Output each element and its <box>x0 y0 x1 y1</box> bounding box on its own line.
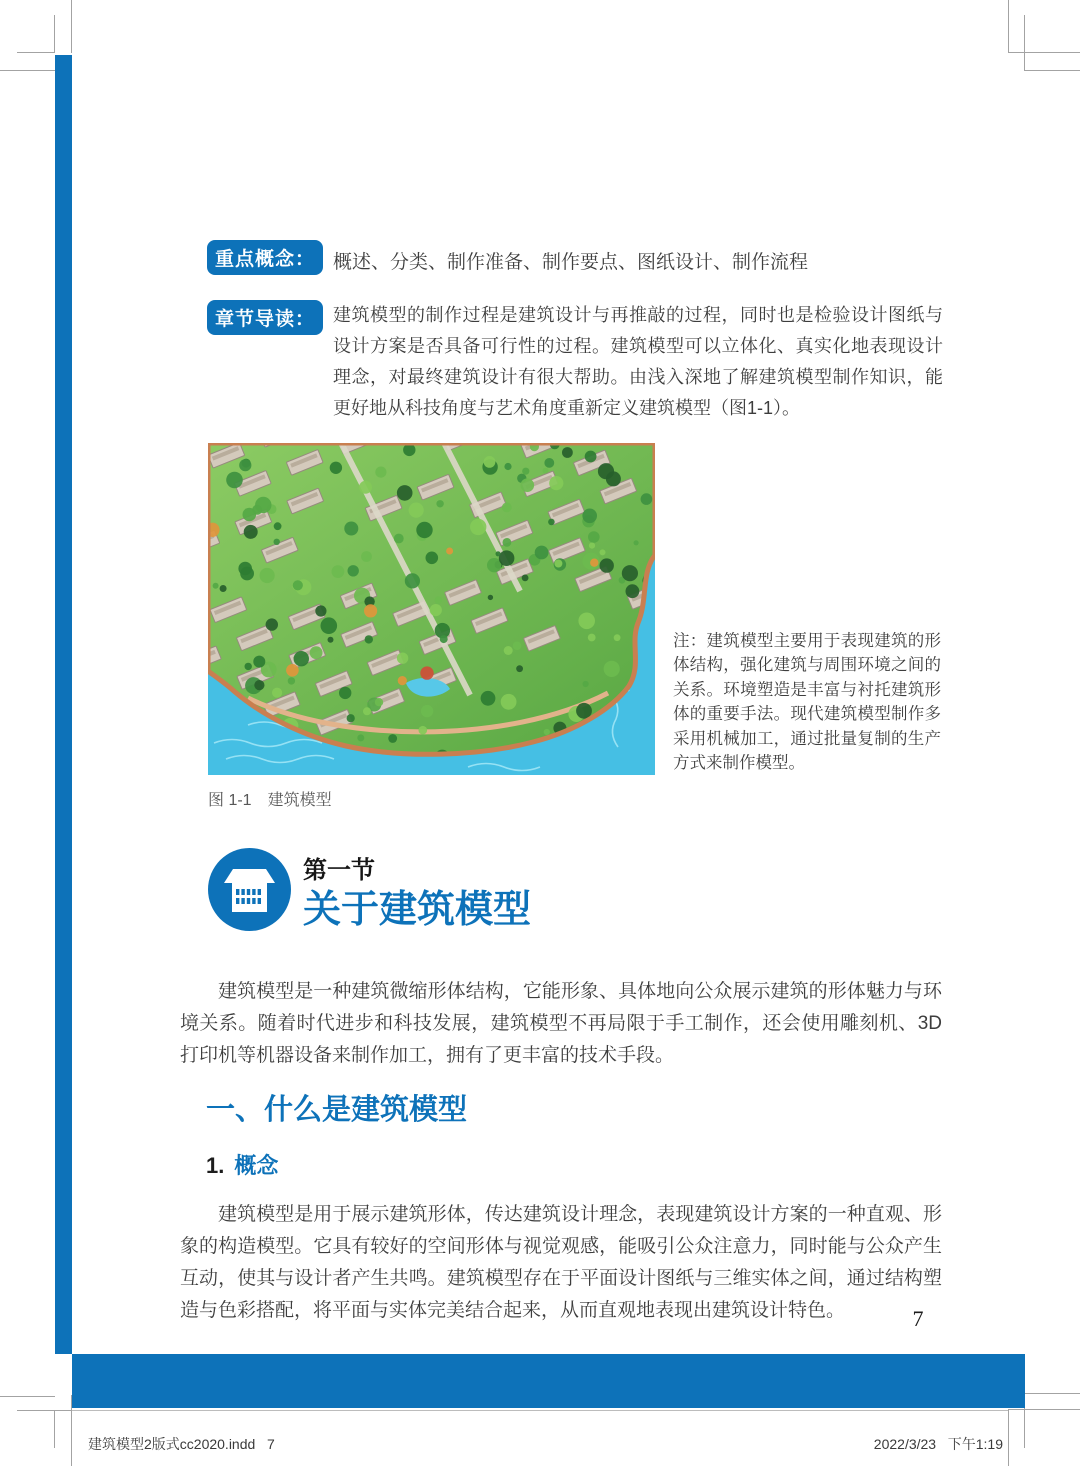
concept-paragraph: 建筑模型是用于展示建筑形体，传达建筑设计理念，表现建筑设计方案的一种直观、形象的构造模型。它具有较好的空间形体与视觉观感，能吸引公众注意力，同时能与公众产生互动，使其与设计者产生共鸣。建筑模型存在于平面设计图纸与三维实体之间，通过结构塑造与色彩搭配，将平面与实体完美结合起来，从而直观地表现出建筑设计特色。 <box>180 1204 942 1321</box>
section-title: 关于建筑模型 <box>303 889 532 931</box>
key-concepts-text: 概述、分类、制作准备、制作要点、图纸设计、制作流程 <box>333 252 809 273</box>
chapter-guide-label: 章节导读： <box>214 309 315 330</box>
key-concepts-label: 重点概念： <box>214 249 315 270</box>
figure-note: 注：建筑模型主要用于表现建筑的形体结构，强化建筑与周围环境之间的关系。环境塑造是丰富与衬托建筑形体的重要手法。现代建筑模型制作多采用机械加工，通过批量复制的生产方式来制作模型。 <box>673 632 941 773</box>
bottom-accent-bar <box>72 1354 1025 1408</box>
crop-mark <box>0 70 55 71</box>
figure-caption: 图 1-1 建筑模型 <box>208 792 332 809</box>
subheading-number: 1. <box>206 1153 225 1178</box>
figure-photo <box>208 443 655 775</box>
crop-mark <box>17 52 55 53</box>
page-bottom-edge <box>72 1410 1008 1411</box>
footer-filename: 建筑模型2版式cc2020.indd 7 <box>88 1436 275 1452</box>
building-icon <box>208 848 291 931</box>
subheading-label: 概念 <box>234 1153 279 1178</box>
crop-mark <box>54 1410 55 1448</box>
crop-mark <box>71 0 72 53</box>
crop-mark <box>1008 0 1009 53</box>
heading-what-is-model: 一、什么是建筑模型 <box>206 1094 468 1126</box>
crop-mark <box>1024 1393 1080 1394</box>
crop-mark <box>54 15 55 53</box>
footer-timestamp: 2022/3/23 下午1:19 <box>873 1436 1003 1452</box>
crop-mark <box>1024 15 1025 70</box>
left-accent-bar <box>55 55 72 1354</box>
crop-mark <box>0 1396 55 1397</box>
subheading-concept <box>206 1149 278 1180</box>
crop-mark <box>1024 70 1080 71</box>
page-number: 7 <box>912 1306 924 1331</box>
chapter-guide-badge <box>207 300 323 335</box>
section-kicker: 第一节 <box>303 857 375 884</box>
crop-mark <box>1008 1409 1009 1466</box>
crop-mark <box>17 1410 72 1411</box>
crop-mark <box>1008 52 1080 53</box>
crop-mark <box>1008 1409 1080 1410</box>
key-concepts-badge <box>207 240 323 275</box>
section-intro-paragraph: 建筑模型是一种建筑微缩形体结构，它能形象、具体地向公众展示建筑的形体魅力与环境关系。随着时代进步和科技发展，建筑模型不再局限于手工制作，还会使用雕刻机、3D 打印机等机器设备来制作加工，拥有了更丰富的技术手段。 <box>180 981 942 1066</box>
chapter-guide-text: 建筑模型的制作过程是建筑设计与再推敲的过程，同时也是检验设计图纸与设计方案是否具备可行性的过程。建筑模型可以立体化、真实化地表现设计理念，对最终建筑设计有很大帮助。由浅入深地了解建筑模型制作知识，能更好地从科技角度与艺术角度重新定义建筑模型（图1-1）。 <box>333 305 943 418</box>
